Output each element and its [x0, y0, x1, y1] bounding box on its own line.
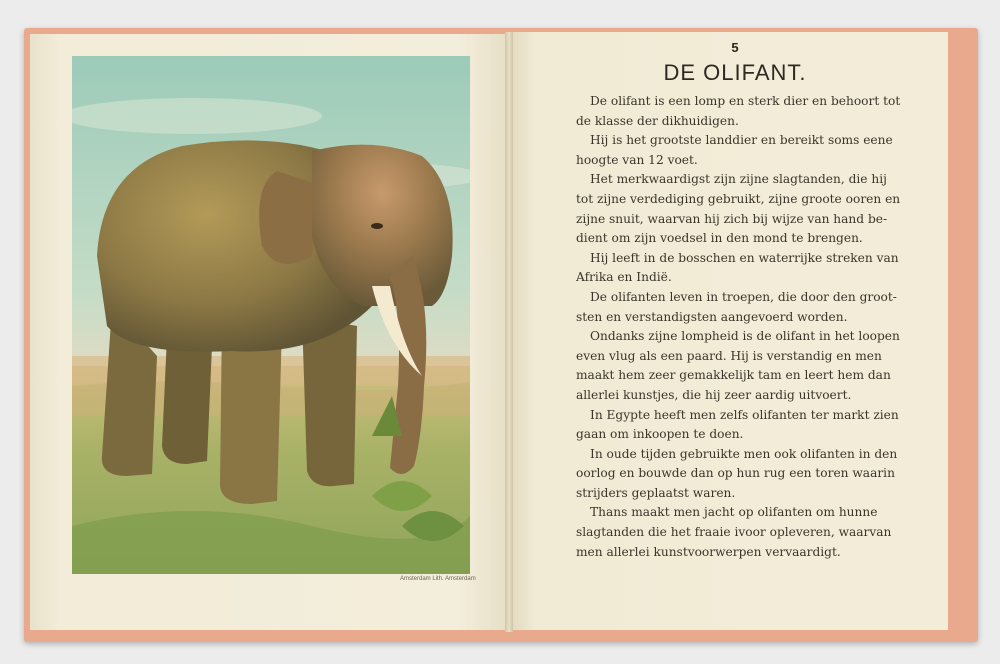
text-line: oorlog en bouwde dan op hun rug een toren waarin	[576, 466, 895, 481]
text-line: De olifant is een lomp en sterk dier en behoort tot	[590, 94, 901, 108]
text-line: Het merkwaardigst zijn zijne slagtanden, die hij	[590, 172, 887, 187]
text-line: zijne snuit, waarvan hij zich bij wijze van hand be-	[576, 211, 888, 226]
text-line: Afrika en Indië.	[576, 270, 672, 285]
book-spine	[505, 32, 513, 632]
text-line: maakt hem zeer gemakkelijk tam en leert hem dan	[576, 368, 891, 383]
text-line: slagtanden die het fraaie ivoor opleveren, waarvan	[576, 525, 892, 540]
text-line: men allerlei kunstvoorwerpen vervaardigt.	[576, 544, 841, 559]
plate-credit: Amsterdam Lith. Amsterdam	[400, 576, 476, 582]
text-line: dient om zijn voedsel in den mond te brengen.	[576, 231, 863, 246]
text-line: sten en verstandigsten aangevoerd worden.	[576, 309, 848, 324]
text-line: In Egypte heeft men zelfs olifanten ter markt zien	[590, 407, 899, 422]
elephant-illustration	[72, 56, 470, 574]
page-title: DE OLIFANT.	[663, 60, 807, 85]
text-line: tot zijne verdediging gebruikt, zijne groote ooren en	[576, 191, 901, 206]
text-line: strijders geplaatst waren.	[576, 485, 736, 500]
page-number: 5	[731, 40, 739, 55]
text-line: even vlug als een paard. Hij is verstandig en men	[576, 348, 882, 363]
text-line: gaan om inkoopen te doen.	[576, 427, 744, 442]
text-line: allerlei kunstjes, die hij zeer aardig uitvoert.	[576, 387, 852, 402]
text-line: Thans maakt men jacht op olifanten om hunne	[590, 505, 878, 520]
text-line: hoogte van 12 voet.	[576, 152, 698, 167]
text-line: In oude tijden gebruikte men ook olifanten in den	[590, 446, 898, 461]
text-line: de klasse der dikhuidigen.	[576, 113, 739, 128]
text-line: Hij leeft in de bosschen en waterrijke streken van	[590, 250, 899, 265]
text-line: Hij is het grootste landdier en bereikt soms eene	[590, 133, 893, 148]
text-line: Ondanks zijne lompheid is de olifant in het loopen	[590, 329, 900, 344]
body-text	[576, 92, 906, 562]
text-line: De olifanten leven in troepen, die door den groot-	[590, 289, 897, 304]
